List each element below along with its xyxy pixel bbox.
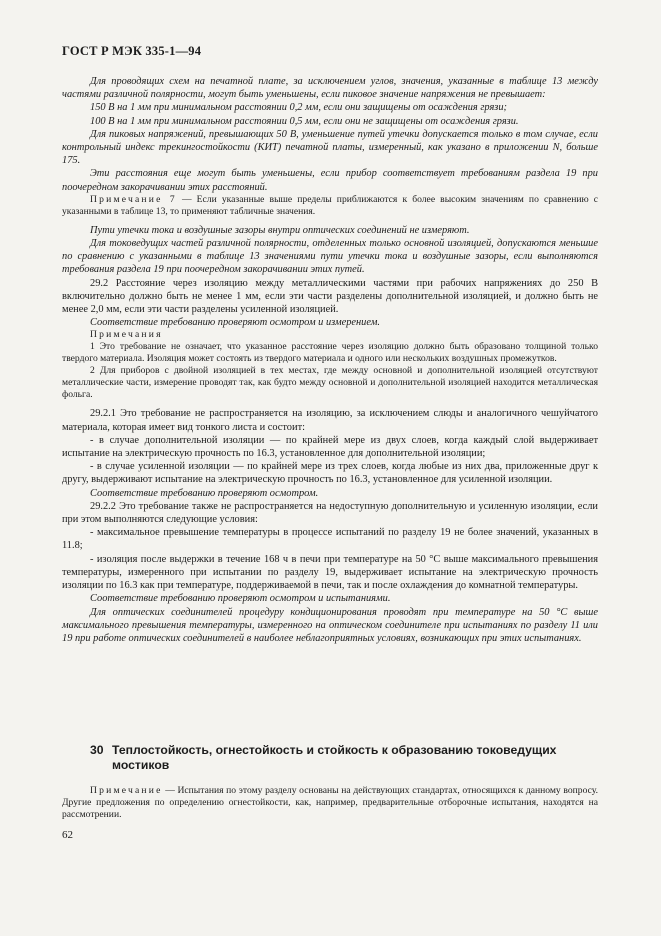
clause-29-2-1-reinforced: - в случае усиленной изоляции — по крайней мере из трех слоев, когда любые из них два, приложенные друг к другу, выдерживают испытание на электрическую прочность по 16.3, установленное для усиленной изоляции. <box>62 461 598 486</box>
paragraph-optics-not-measured: Пути утечки тока и воздушные зазоры внутри оптических соединений не измеряют. <box>90 224 470 236</box>
note-7 <box>62 194 598 218</box>
clause-29-2-2-oven: - изоляция после выдержки в течение 168 ч в печи при температуре на 50 °С выше максимального превышения температуры, измеренного при испытании по разделу 19, выдерживает испытание на электрическую прочность изоляции по 16.3 как при температуре, поддерживаемой в печи, так и после охлаждения до комнатной температуры. <box>62 553 598 592</box>
standard-code-header: ГОСТ Р МЭК 335-1—94 <box>62 44 202 58</box>
paragraph-optical-conditioning: Для оптических соединителей процедуру кондиционирования проводят при температуре на 50 °С выше максимального превышения температуры, измеренного на оптическом соединителе при испытаниях по разделу 11 или 19 при работе оптических соединителей в наиболее неблагоприятных условиях, возникающих при этих испытаниях. <box>62 606 598 644</box>
paragraph-reduction: Эти расстояния еще могут быть уменьшены, если прибор соответствует требованиям раздела 19 при поочередном закорачивании этих расстояний. <box>62 168 598 193</box>
paragraph-100v: 100 В на 1 мм при минимальном расстоянии 0,5 мм, если они не защищены от осаждения грязи. <box>90 115 519 127</box>
note-7-text: — Если указанные выше пределы приближаются к более высоким значениям по сравнению с указанными в таблице 13, то применяют табличные значения. <box>62 193 599 217</box>
clause-29-2-1-supplementary: - в случае дополнительной изоляции — по крайней мере из двух слоев, когда каждый слой выдерживает испытание на электрическую прочность по 16.3, установленное для дополнительной изоляции; <box>62 434 598 460</box>
paragraph-150v: 150 В на 1 мм при минимальном расстоянии 0,2 мм, если они защищены от осаждения грязи; <box>90 102 508 114</box>
note-7-label: Примечание 7 <box>90 193 177 205</box>
clause-29-2-2-temperature: - максимальное превышение температуры в процессе испытаний по разделу 19 не более значений, указанных в 11.8; <box>62 527 598 552</box>
clause-29-2-2: 29.2.2 Это требование также не распространяется на недоступную дополнительную и усиленную изоляции, если при этом выполняются следующие условия: <box>62 500 598 526</box>
section-30-note-label: Примечание <box>90 785 163 796</box>
paragraph-optics-live-parts: Для токоведущих частей различной полярности, отделенных только основной изоляцией, допускаются меньшие по сравнению с указанными в таблице 13 значениями пути утечки тока и воздушные зазоры, если выполняются требования раздела 19 при поочередном закорачивании этих путей. <box>62 238 598 276</box>
section-30-note <box>62 785 598 821</box>
note-2: 2 Для приборов с двойной изоляцией в тех местах, где между основной и дополнительной изоляцией отсутствуют металлические части, измерение проводят так, как будто между основной и дополнительной изоляцией находится металлическая фольга. <box>62 365 598 401</box>
section-title: Теплостойкость, огнестойкость и стойкость к образованию токоведущих мостиков <box>112 743 557 772</box>
section-number: 30 <box>90 743 104 757</box>
section-30-note-text: — Испытания по этому разделу основаны на действующих стандартах, относящихся к данному вопросу. Другие предложения по определению огнестойкости, как, например, предварительные отборочные испытания, находятся на рассмотрении. <box>62 785 598 820</box>
compliance-check-1: Соответствие требованию проверяют осмотром и измерением. <box>90 317 380 329</box>
clause-29-2: 29.2 Расстояние через изоляцию между металлическими частями при рабочих напряжениях до 250 В включительно должно быть не менее 1 мм, если эти части разделены дополнительной изоляцией, и должно быть не менее 2,0 мм, если эти части разделены усиленной изоляцией. <box>62 277 598 316</box>
section-30-heading <box>90 743 590 773</box>
section-30-note-paragraph <box>62 785 598 821</box>
clause-29-2-1: 29.2.1 Это требование не распространяется на изоляцию, за исключением слюды и аналогичного чешуйчатого материала, которая имеет вид тонкого листа и состоит: <box>62 408 598 433</box>
compliance-check-2: Соответствие требованию проверяют осмотром. <box>90 487 319 499</box>
body-text <box>62 75 598 645</box>
note-1: 1 Это требование не означает, что указанное расстояние через изоляцию должно быть образовано толщиной только твердого материала. Изоляция может состоять из твердого материала и одного или нескольких воздушных промежутков. <box>62 341 598 365</box>
paragraph-peak-voltage: Для пиковых напряжений, превышающих 50 В, уменьшение путей утечки допускается только в том случае, если контрольный индекс трекингостойкости (КИТ) печатной платы, измеренный, как указано в приложении N, больше 175. <box>62 128 598 167</box>
compliance-check-3: Соответствие требованию проверяют осмотром и испытаниями. <box>90 593 391 605</box>
paragraph-pcb-clearance: Для проводящих схем на печатной плате, за исключением углов, значения, указанные в таблице 13 между частями различной полярности, могут быть уменьшены, если пиковое значение напряжения не превышает: <box>62 76 598 101</box>
notes-label: Примечания <box>90 329 163 341</box>
page-number: 62 <box>62 829 73 841</box>
